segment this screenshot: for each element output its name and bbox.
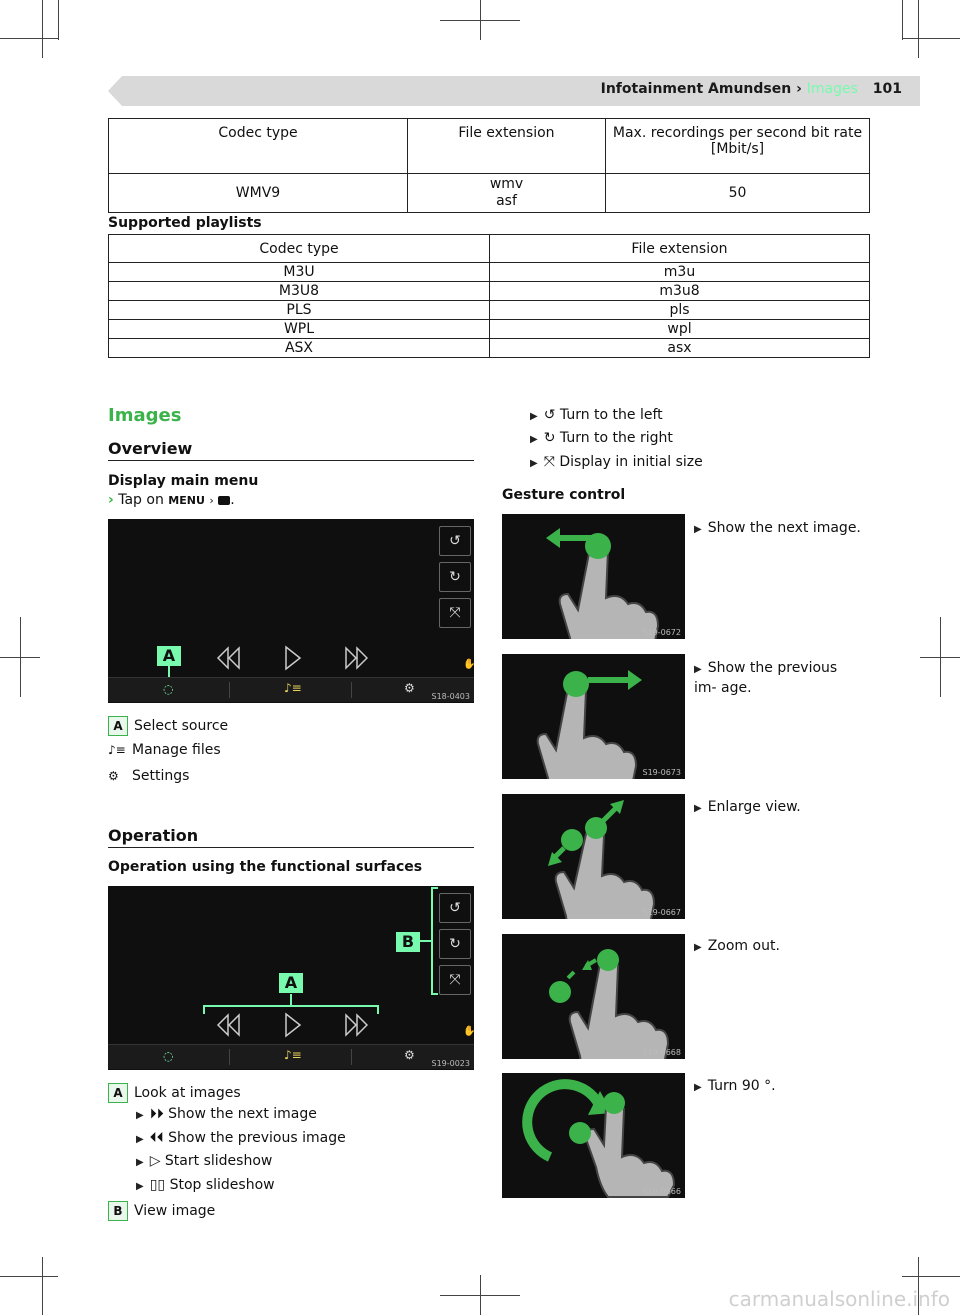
previous-icon: ⏴⏴: [149, 1130, 169, 1146]
list-item: ▶ ▯▯ Stop slideshow: [136, 1177, 275, 1193]
images-heading: Images: [108, 405, 182, 426]
gesture-text: ▶ Show the previous im- age.: [694, 660, 838, 696]
table-row: [109, 282, 870, 301]
gesture-text: ▶ Zoom out.: [694, 938, 780, 954]
list-text: Show the next image: [168, 1106, 317, 1122]
list-text: Display in initial size: [559, 454, 703, 470]
callout-b: B: [396, 932, 420, 952]
initial-size-button[interactable]: ⤧: [439, 965, 471, 995]
legend-item: [108, 768, 189, 784]
overview-heading: Overview: [108, 439, 193, 458]
rotate-right-button[interactable]: ↻: [439, 562, 471, 592]
list-item: ▶ ▷ Start slideshow: [136, 1153, 273, 1169]
gesture-text: ▶ Turn 90 °.: [694, 1078, 776, 1094]
legend-text: Select source: [134, 718, 229, 734]
figure-code: S19-0673: [642, 768, 681, 777]
legend-key: B: [108, 1201, 128, 1221]
rotate-left-button[interactable]: ↺: [439, 526, 471, 556]
playlists-table: [108, 234, 870, 358]
legend-item: [108, 742, 221, 758]
table-row: [109, 339, 870, 358]
previous-icon: [218, 648, 228, 668]
gesture-rotate: [502, 1073, 685, 1198]
table-row: [109, 301, 870, 320]
table-cell: WPL: [109, 320, 490, 339]
crop-mark: [480, 1275, 481, 1315]
table-cell: asx: [490, 339, 870, 358]
list-item: ▶ ⏵⏵ Show the next image: [136, 1106, 317, 1122]
pause-icon: ▯▯: [149, 1177, 170, 1193]
images-app-icon: [218, 496, 230, 505]
figure-code: S18-0403: [431, 692, 470, 701]
initial-size-button[interactable]: ⤧: [439, 598, 471, 628]
previous-icon: [229, 648, 239, 668]
figure-code: S19-0023: [431, 1059, 470, 1068]
table-header-cell: File extension: [408, 119, 606, 174]
codec-table: [108, 118, 870, 213]
next-icon: [357, 648, 367, 668]
table-cell: 50: [606, 174, 870, 213]
bottom-bar: [108, 677, 474, 702]
table-header-cell: Codec type: [109, 235, 490, 263]
figure-code: S19-0672: [642, 628, 681, 637]
legend-text: Look at images: [134, 1085, 241, 1101]
figure-code: S19-0666: [642, 1187, 681, 1196]
legend-item: [108, 716, 228, 736]
playlists-title: Supported playlists: [108, 215, 262, 231]
crop-mark: [58, 0, 59, 40]
crop-mark: [0, 1276, 58, 1277]
table-header-row: [109, 119, 870, 174]
arrow-right-icon: ›: [209, 494, 214, 507]
callout-a: A: [157, 646, 181, 666]
select-source-icon[interactable]: ◌: [163, 682, 174, 696]
rotate-left-icon: ↺: [543, 407, 560, 423]
crop-mark: [480, 0, 481, 40]
header-section: Infotainment Amundsen: [600, 81, 792, 97]
figure-code: S19-0667: [642, 908, 681, 917]
operation-subheading: Operation using the functional surfaces: [108, 859, 423, 875]
header-subsection: Images: [806, 81, 858, 97]
rotate-right-button[interactable]: ↻: [439, 929, 471, 959]
crop-mark: [918, 0, 919, 58]
crop-mark: [940, 617, 941, 697]
list-item: ▶ ⤧ Display in initial size: [530, 454, 703, 470]
list-text: Stop slideshow: [169, 1177, 275, 1193]
table-header-cell: Codec type: [109, 119, 408, 174]
table-cell: WMV9: [109, 174, 408, 213]
table-row: [109, 174, 870, 213]
media-controls: [208, 1011, 368, 1039]
table-header-row: [109, 235, 870, 263]
list-item: ▶ ⏴⏴ Show the previous image: [136, 1130, 346, 1146]
key-a-item: [108, 1083, 241, 1103]
list-text: Show the previous image: [168, 1130, 346, 1146]
tap-instruction: › Tap on MENU › .: [108, 492, 235, 508]
manage-files-icon: ♪≡: [108, 743, 126, 757]
table-cell: PLS: [109, 301, 490, 320]
table-cell: pls: [490, 301, 870, 320]
figure-code: S19-0668: [642, 1048, 681, 1057]
page-number: 101: [872, 81, 902, 97]
operation-heading: Operation: [108, 826, 199, 845]
next-icon: ⏵⏵: [149, 1106, 169, 1122]
gesture-swipe-right: [502, 654, 685, 779]
legend-key: A: [108, 1083, 128, 1103]
manage-files-icon[interactable]: ♪≡: [284, 1048, 302, 1062]
menu-key: MENU: [168, 494, 205, 507]
chevron-icon: ›: [108, 492, 114, 508]
swipe-left-icon: [502, 514, 685, 639]
hand-icon: ✋: [463, 659, 476, 670]
list-text: Turn to the left: [559, 407, 663, 423]
page-header: [601, 81, 902, 97]
ext-line: asf: [496, 193, 517, 209]
table-cell: [408, 174, 606, 213]
gesture-title: Gesture control: [502, 487, 626, 503]
ext-line: wmv: [489, 176, 524, 192]
table-cell: wpl: [490, 320, 870, 339]
tap-on-text: Tap on: [118, 492, 164, 508]
gesture-enlarge: [502, 794, 685, 919]
list-text: Turn to the right: [559, 430, 673, 446]
settings-icon[interactable]: ⚙: [404, 1048, 415, 1062]
list-text: Start slideshow: [164, 1153, 273, 1169]
gesture-text: ▶ Show the next image.: [694, 520, 861, 536]
crop-mark: [20, 617, 21, 697]
gesture-text: ▶ Enlarge view.: [694, 799, 801, 815]
swipe-right-icon: [502, 654, 685, 779]
crop-mark: [42, 0, 43, 58]
legend-text: Manage files: [132, 742, 221, 758]
settings-icon[interactable]: ⚙: [404, 681, 415, 695]
crop-mark: [902, 1276, 960, 1277]
pinch-in-icon: [502, 934, 685, 1059]
table-cell: M3U8: [109, 282, 490, 301]
table-cell: ASX: [109, 339, 490, 358]
watermark: carmanualsonline.info: [728, 1287, 950, 1311]
screen-operation: [108, 886, 474, 1070]
table-row: [109, 320, 870, 339]
legend-text: Settings: [132, 768, 190, 784]
legend-text: View image: [134, 1203, 216, 1219]
media-controls: [208, 644, 368, 672]
list-item: ▶ ↻ Turn to the right: [530, 430, 673, 446]
gesture-zoom-out: [502, 934, 685, 1059]
rotate-gesture-icon: [502, 1073, 685, 1198]
table-cell: m3u8: [490, 282, 870, 301]
callout-a: A: [279, 973, 303, 993]
crop-mark: [42, 1257, 43, 1315]
manage-files-icon[interactable]: ♪≡: [284, 681, 302, 695]
pinch-out-icon: [502, 794, 685, 919]
legend-key: A: [108, 716, 128, 736]
initial-size-icon: ⤧: [543, 454, 560, 470]
select-source-icon[interactable]: ◌: [163, 1049, 174, 1063]
play-icon: [286, 647, 300, 669]
crop-mark: [902, 0, 903, 40]
play-icon: ▷: [149, 1153, 165, 1169]
rotate-left-button[interactable]: ↺: [439, 893, 471, 923]
table-header-cell: Max. recordings per second bit rate [Mbit/s]: [606, 119, 870, 174]
gesture-swipe-left: [502, 514, 685, 639]
list-item: ▶ ↺ Turn to the left: [530, 407, 663, 423]
table-cell: M3U: [109, 263, 490, 282]
table-header-cell: File extension: [490, 235, 870, 263]
crop-mark: [0, 38, 58, 39]
bottom-bar: [108, 1044, 474, 1069]
table-cell: m3u: [490, 263, 870, 282]
rotate-right-icon: ↻: [543, 430, 560, 446]
table-row: [109, 263, 870, 282]
display-main-menu-title: Display main menu: [108, 473, 259, 489]
crop-mark: [902, 38, 960, 39]
key-b-item: [108, 1201, 215, 1221]
hand-icon: ✋: [463, 1026, 476, 1037]
settings-icon: ⚙: [108, 769, 119, 783]
screen-overview: [108, 519, 474, 703]
header-separator: ›: [796, 81, 802, 97]
next-icon: [346, 648, 356, 668]
